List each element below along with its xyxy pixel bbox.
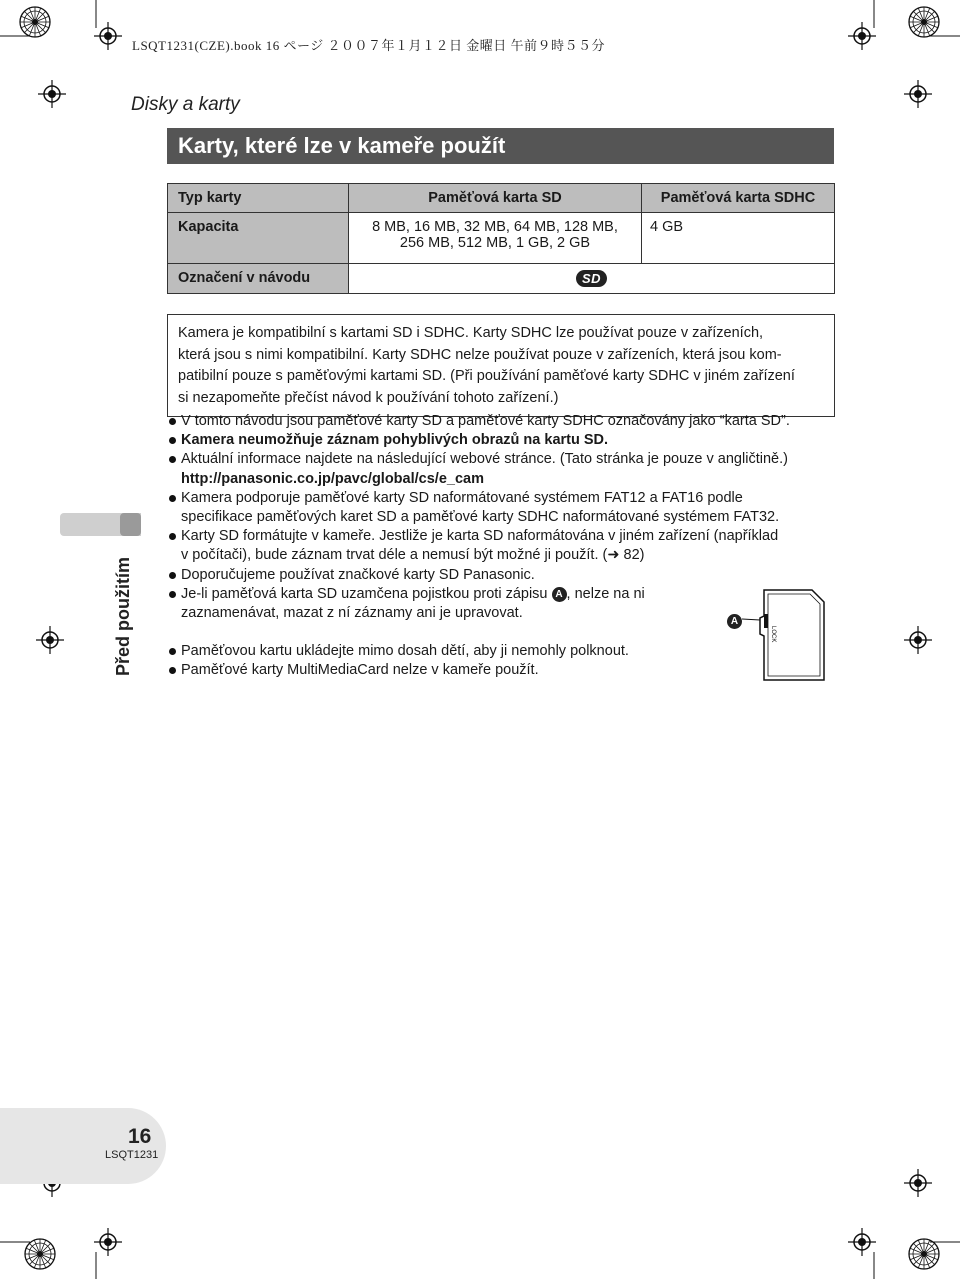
- marker-a-icon: A: [727, 614, 742, 629]
- note-line: patibilní pouze s paměťovými kartami SD. (Při používání paměťové karty SDHC v jiném zařízení: [178, 368, 795, 384]
- crosshair-mark: [904, 80, 932, 108]
- table-header-cell: Paměťová karta SDHC: [642, 184, 835, 213]
- sd-logo-icon: SD: [576, 270, 607, 287]
- crosshair-mark: [36, 626, 64, 654]
- note-line: která jsou s nimi kompatibilní. Karty SDHC nelze používat pouze v zařízeních, která jsou kom-: [178, 346, 782, 363]
- crosshair-mark: [848, 22, 876, 50]
- table-row-label: Označení v návodu: [168, 264, 349, 294]
- crosshair-mark: [904, 1169, 932, 1197]
- list-item: Kamera neumožňuje záznam pohyblivých obrazů na kartu SD.: [167, 431, 847, 450]
- table-row: [168, 184, 835, 213]
- wheel-mark-bottom-right: [909, 1239, 939, 1269]
- crosshair-mark: [94, 22, 122, 50]
- list-item: [167, 527, 847, 565]
- note-line: si nezapomeňte přečíst návod k používání tohoto zařízení.): [178, 389, 559, 406]
- marker-a-icon: A: [552, 587, 567, 602]
- table-cell: [349, 213, 642, 264]
- section-title: Disky a karty: [131, 94, 240, 115]
- list-item-line: Kamera podporuje paměťové karty SD naformátované systémem FAT12 a FAT16 podle: [181, 489, 743, 506]
- table-cell: [349, 264, 835, 294]
- svg-text:LOCK: LOCK: [770, 626, 776, 643]
- list-item: Paměťovou kartu ukládejte mimo dosah dětí, aby ji nemohly polknout.: [167, 642, 847, 661]
- chapter-label: Před použitím: [113, 556, 133, 676]
- sd-card-icon: [742, 584, 832, 684]
- crosshair-mark: [904, 626, 932, 654]
- table-header-cell: Typ karty: [168, 184, 349, 213]
- table-row: [168, 264, 835, 294]
- list-item-line: zaznamenávat, mazat z ní záznamy ani je upravovat.: [181, 605, 523, 622]
- list-item: Doporučujeme používat značkové karty SD Panasonic.: [167, 566, 847, 585]
- document-code: LSQT1231: [105, 1149, 159, 1161]
- note-line: Kamera je kompatibilní s kartami SD i SDHC. Karty SDHC lze používat pouze v zařízeních,: [178, 325, 764, 341]
- list-item-line: Karty SD formátujte v kameře. Jestliže je karta SD naformátována v jiném zařízení (například: [181, 528, 779, 545]
- wheel-mark-top-left: [20, 7, 50, 37]
- list-item-text: Je-li paměťová karta SD uzamčena pojistkou proti zápisu: [181, 585, 548, 602]
- table-row-label: Kapacita: [168, 213, 349, 264]
- capacity-sd-line: 8 MB, 16 MB, 32 MB, 64 MB, 128 MB,: [372, 219, 618, 235]
- marker-a-label: [727, 612, 742, 630]
- table-cell: 4 GB: [642, 213, 835, 264]
- table-header-cell: Paměťová karta SD: [349, 184, 642, 213]
- crosshair-mark: [848, 1228, 876, 1256]
- page-title: Karty, které lze v kameře použít: [167, 128, 834, 164]
- card-types-table: [167, 183, 835, 294]
- capacity-sd-line: 256 MB, 512 MB, 1 GB, 2 GB: [399, 235, 591, 251]
- list-item: V tomto návodu jsou paměťové karty SD a paměťové karty SDHC označovány jako “karta SD”.: [167, 412, 847, 431]
- wheel-mark-top-right: [909, 7, 939, 37]
- page-number: 16: [128, 1125, 152, 1148]
- list-item: [167, 489, 847, 527]
- wheel-mark-bottom-left: [25, 1239, 55, 1269]
- list-item: Aktuální informace najdete na následující webové stránce. (Tato stránka je pouze v angličtině.): [167, 450, 847, 469]
- list-item-text: , nelze na ni: [566, 585, 645, 602]
- book-meta-header: LSQT1231(CZE).book 16 ページ ２００７年１月１２日 金曜日 午前９時５５分: [132, 38, 605, 53]
- list-item-line: v počítači), bude záznam trvat déle a nemusí být možné ji použít. (➜ 82): [181, 547, 645, 564]
- panasonic-url-link[interactable]: http://panasonic.co.jp/pavc/global/cs/e_cam: [181, 470, 484, 487]
- side-tab-marker: [120, 513, 141, 536]
- list-item: Paměťové karty MultiMediaCard nelze v kameře použít.: [167, 661, 847, 680]
- compatibility-note: [167, 314, 835, 417]
- crosshair-mark: [94, 1228, 122, 1256]
- crosshair-mark: [38, 80, 66, 108]
- table-row: [168, 213, 835, 264]
- list-item-line: specifikace paměťových karet SD a paměťové karty SDHC naformátované systémem FAT32.: [181, 509, 780, 526]
